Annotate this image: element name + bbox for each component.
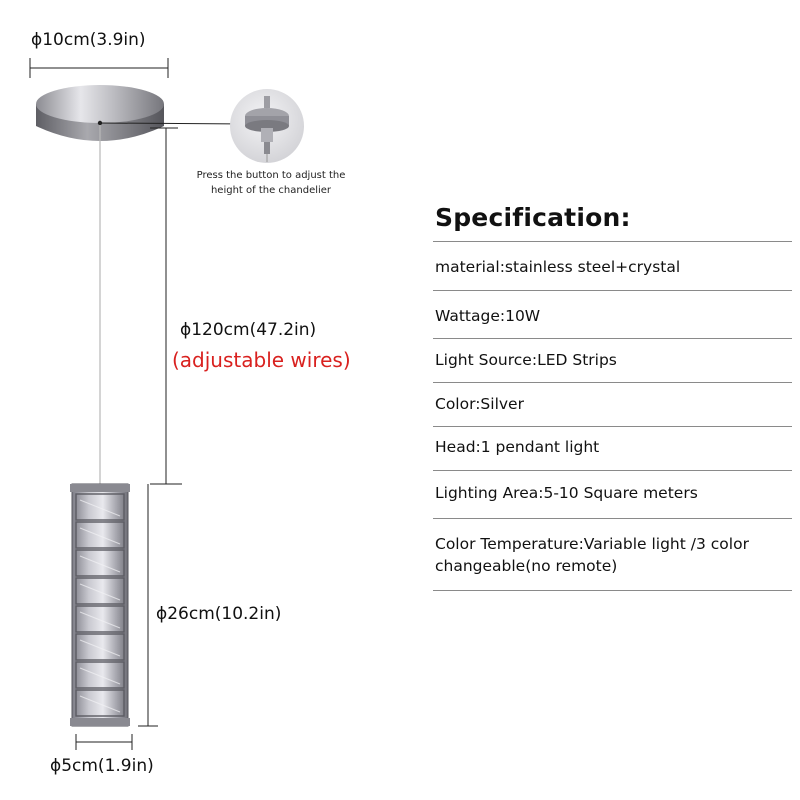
button-instruction-note [176, 168, 366, 198]
base-width-dimension [30, 58, 168, 78]
button-closeup [230, 89, 304, 163]
specification-title: Specification: [435, 203, 631, 232]
spec-divider [433, 241, 792, 242]
note-line-2: height of the chandelier [210, 185, 332, 196]
base-diameter-label: ϕ10cm(3.9in) [31, 30, 146, 50]
spec-divider [433, 590, 792, 591]
spec-divider [433, 290, 792, 291]
spec-lighting-area: Lighting Area:5-10 Square meters [435, 484, 698, 502]
adjustable-wires-note: (adjustable wires) [172, 348, 351, 372]
body-height-label: ϕ26cm(10.2in) [156, 604, 282, 624]
wire-length-label: ϕ120cm(47.2in) [180, 320, 317, 340]
spec-color: Color:Silver [435, 395, 524, 413]
spec-color-temperature: Color Temperature:Variable light /3 color changeable(no remote) [435, 535, 749, 575]
spec-wattage: Wattage:10W [435, 307, 541, 325]
crystal-column [70, 484, 130, 726]
spec-divider [433, 426, 792, 427]
spec-divider [433, 382, 792, 383]
body-diameter-label: ϕ5cm(1.9in) [50, 756, 154, 776]
spec-light-source: Light Source:LED Strips [435, 351, 617, 369]
spec-divider [433, 338, 792, 339]
spec-head: Head:1 pendant light [435, 438, 600, 456]
body-width-dimension [76, 734, 132, 750]
note-line-1: Press the button to adjust the [196, 170, 346, 181]
spec-divider [433, 470, 792, 471]
spec-divider [433, 518, 792, 519]
spec-material: material:stainless steel+crystal [435, 258, 681, 276]
body-height-dimension [138, 484, 158, 726]
